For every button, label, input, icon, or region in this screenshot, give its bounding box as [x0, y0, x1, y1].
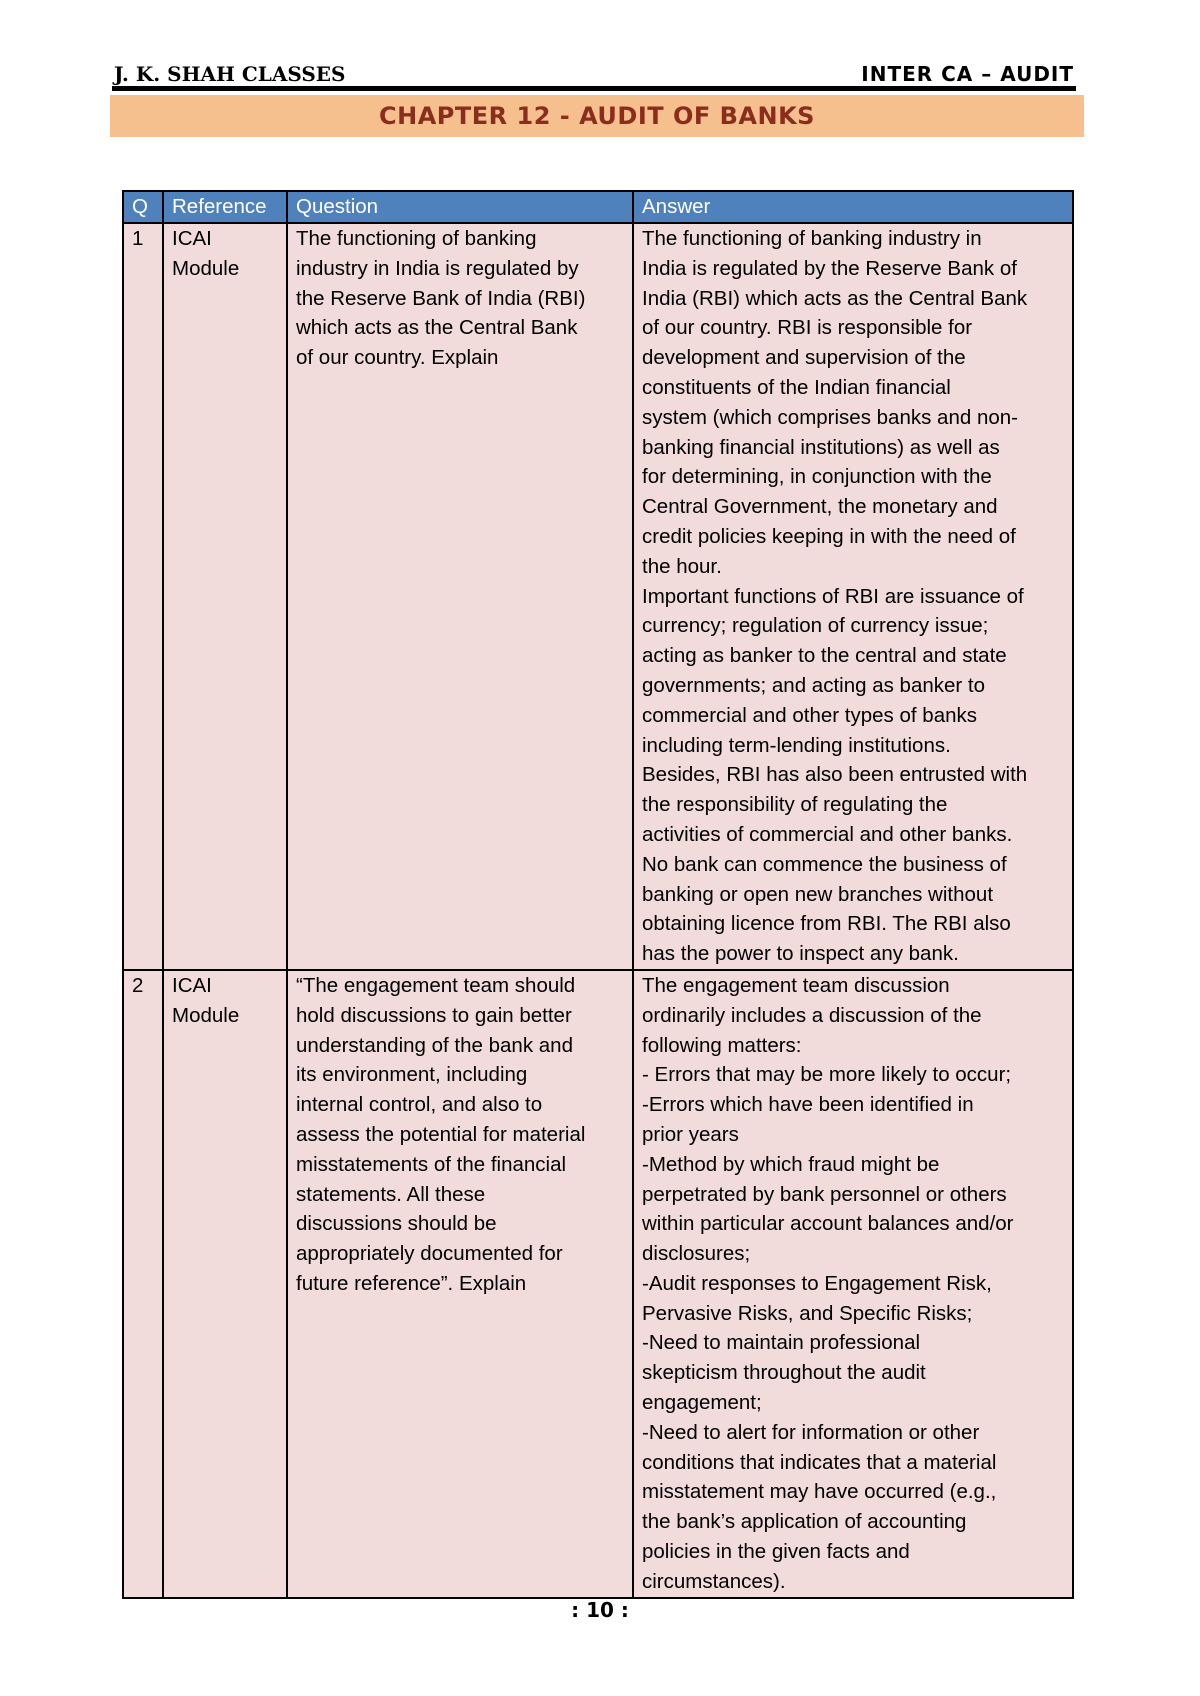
answer-line: credit policies keeping in with the need of [642, 524, 1016, 548]
answer-line: -Need to maintain professional [642, 1331, 921, 1355]
answer-line: Pervasive Risks, and Specific Risks; [642, 1301, 973, 1325]
question-line: of our country. Explain [296, 346, 499, 370]
answer-line: misstatement may have occurred (e.g., [642, 1480, 997, 1504]
answer-line: prior years [642, 1122, 739, 1146]
answer-line: Important functions of RBI are issuance of [642, 584, 1024, 608]
question-line: the Reserve Bank of India (RBI) [296, 286, 586, 310]
answer-line: perpetrated by bank personnel or others [642, 1182, 1007, 1206]
answer-cell [633, 970, 1073, 1598]
question-line: misstatements of the financial [296, 1152, 567, 1176]
answer-line: obtaining licence from RBI. The RBI also [642, 912, 1011, 936]
answer-line: The functioning of banking industry in [642, 227, 982, 250]
answer-line: disclosures; [642, 1242, 751, 1266]
question-line: appropriately documented for [296, 1242, 563, 1266]
reference-line: ICAI [172, 227, 212, 250]
question-cell [287, 970, 633, 1598]
question-line: discussions should be [296, 1212, 497, 1236]
question-line: hold discussions to gain better [296, 1003, 572, 1027]
answer-line: circumstances). [642, 1569, 786, 1593]
question-line: future reference”. Explain [296, 1271, 527, 1295]
page-number: : 10 : [571, 1598, 629, 1622]
answer-line: of our country. RBI is responsible for [642, 316, 973, 340]
reference-line: Module [172, 1003, 240, 1027]
answer-line: acting as banker to the central and state [642, 644, 1007, 668]
question-cell [287, 223, 633, 970]
answer-line: banking or open new branches without [642, 882, 994, 906]
answer-line: - Errors that may be more likely to occur; [642, 1063, 1012, 1087]
question-line: assess the potential for material [296, 1122, 586, 1146]
answer-line: -Errors which have been identified in [642, 1093, 974, 1117]
question-line: statements. All these [296, 1182, 486, 1206]
answer-line: for determining, in conjunction with the [642, 465, 992, 489]
answer-line: Besides, RBI has also been entrusted with [642, 763, 1028, 787]
answer-line: governments; and acting as banker to [642, 673, 986, 697]
institute-name: J. K. SHAH CLASSES [114, 62, 346, 86]
question-number: 2 [123, 970, 163, 1598]
answer-line: the responsibility of regulating the [642, 793, 948, 817]
reference-line: Module [172, 256, 240, 280]
question-line: internal control, and also to [296, 1093, 543, 1117]
reference-cell [163, 970, 287, 1598]
answer-line: ordinarily includes a discussion of the [642, 1003, 982, 1027]
answer-line: India is regulated by the Reserve Bank of [642, 256, 1017, 280]
answer-line: commercial and other types of banks [642, 703, 977, 727]
answer-line: within particular account balances and/or [642, 1212, 1014, 1236]
answer-line: India (RBI) which acts as the Central Bank [642, 286, 1028, 310]
answer-line: -Audit responses to Engagement Risk, [642, 1271, 992, 1295]
page-header [112, 60, 1076, 91]
answer-line: No bank can commence the business of [642, 852, 1007, 876]
column-header-q: Q [123, 191, 163, 223]
answer-line: system (which comprises banks and non- [642, 405, 1018, 429]
question-line: industry in India is regulated by [296, 256, 579, 280]
reference-cell [163, 223, 287, 970]
question-line: The functioning of banking [296, 227, 537, 250]
answer-line: Central Government, the monetary and [642, 495, 998, 519]
answer-line: constituents of the Indian financial [642, 375, 951, 399]
column-header-question: Question [287, 191, 633, 223]
question-line: its environment, including [296, 1063, 528, 1087]
answer-line: following matters: [642, 1033, 802, 1057]
qa-table [122, 190, 1074, 1599]
column-header-answer: Answer [633, 191, 1073, 223]
course-subject: INTER CA – AUDIT [861, 62, 1074, 86]
table-row [123, 223, 1073, 970]
answer-line: the hour. [642, 554, 722, 578]
answer-line: policies in the given facts and [642, 1540, 910, 1564]
answer-line: skepticism throughout the audit [642, 1361, 926, 1385]
column-header-reference: Reference [163, 191, 287, 223]
answer-line: has the power to inspect any bank. [642, 942, 959, 966]
table-header-row [123, 191, 1073, 223]
question-number: 1 [123, 223, 163, 970]
answer-line: development and supervision of the [642, 346, 966, 370]
question-line: “The engagement team should [296, 973, 576, 997]
answer-line: the bank’s application of accounting [642, 1510, 967, 1534]
reference-line: ICAI [172, 973, 212, 997]
answer-line: -Method by which fraud might be [642, 1152, 940, 1176]
answer-line: conditions that indicates that a material [642, 1450, 997, 1474]
answer-line: including term-lending institutions. [642, 733, 951, 757]
chapter-title: CHAPTER 12 - AUDIT OF BANKS [110, 95, 1084, 137]
answer-cell [633, 223, 1073, 970]
question-line: understanding of the bank and [296, 1033, 573, 1057]
answer-line: activities of commercial and other banks. [642, 822, 1013, 846]
answer-line: engagement; [642, 1391, 762, 1415]
table-row [123, 970, 1073, 1598]
answer-line: currency; regulation of currency issue; [642, 614, 989, 638]
answer-line: -Need to alert for information or other [642, 1420, 980, 1444]
answer-line: The engagement team discussion [642, 973, 950, 997]
answer-line: banking financial institutions) as well as [642, 435, 1000, 459]
question-line: which acts as the Central Bank [296, 316, 578, 340]
